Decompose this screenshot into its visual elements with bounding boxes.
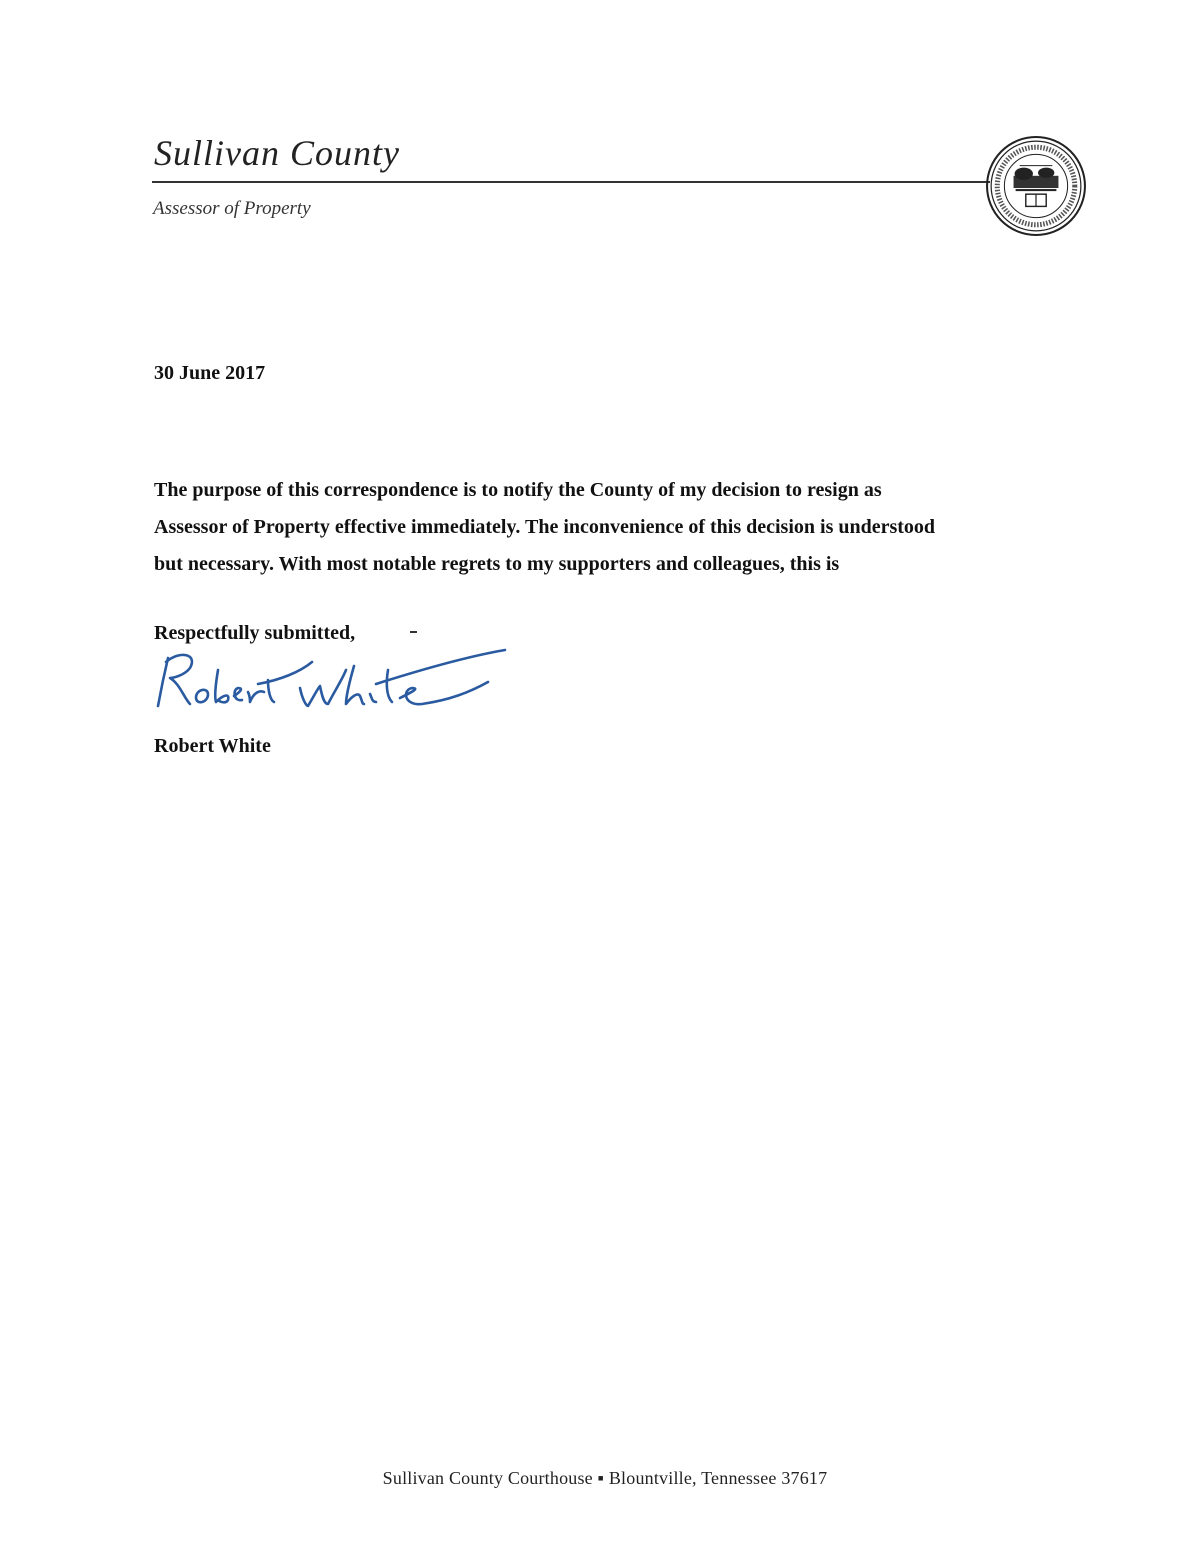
letterhead-subtitle: Assessor of Property (153, 198, 311, 219)
letter-body (154, 472, 1054, 583)
closing: Respectfully submitted, (154, 622, 356, 644)
county-seal-icon (985, 135, 1087, 237)
signature (150, 640, 510, 720)
letterhead-rule (152, 181, 990, 183)
footer-address: Sullivan County Courthouse ▪ Blountville, Tennessee 37617 (382, 1468, 828, 1488)
letter-date: 30 June 2017 (154, 362, 266, 384)
pen-mark (410, 631, 417, 633)
letterhead-title: Sullivan County (154, 133, 400, 173)
body-line: The purpose of this correspondence is to notify the County of my decision to resign as (154, 479, 882, 501)
body-line: Assessor of Property effective immediately. The inconvenience of this decision is understood (154, 516, 936, 538)
body-line: but necessary. With most notable regrets to my supporters and colleagues, this is (154, 553, 840, 575)
signer-name: Robert White (154, 735, 271, 757)
